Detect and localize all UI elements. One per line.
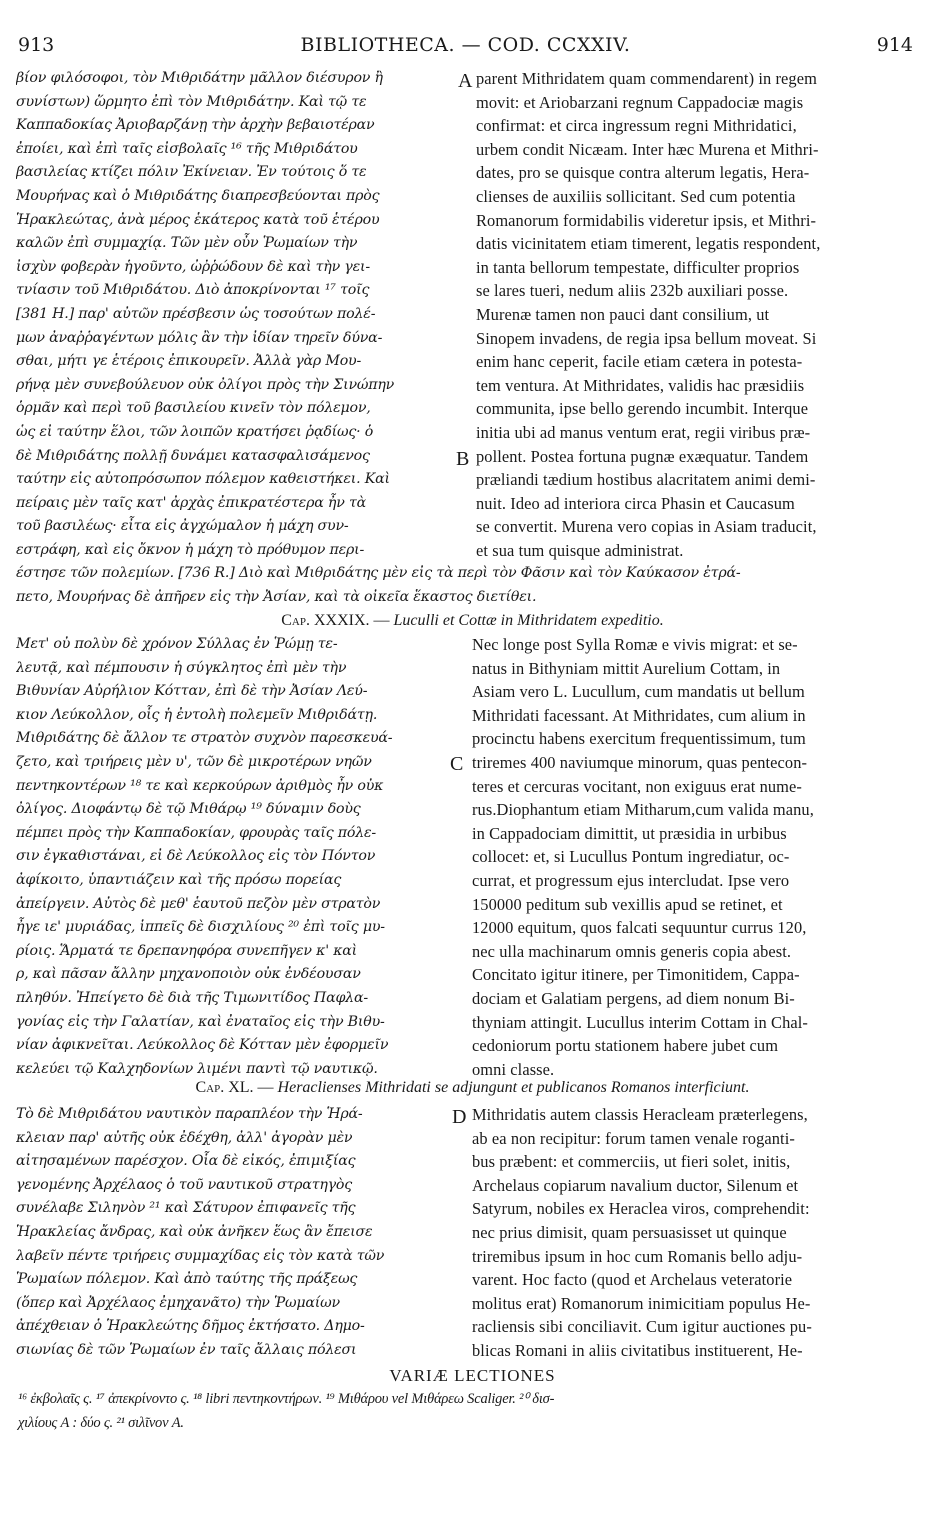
greek-text-line: βασιλείας κτίζει πόλιν Ἐκίνειαν. Ἐν τούτοις ὅ τε	[16, 164, 367, 181]
latin-text-line: Mithridati facessant. At Mithridates, cum alium in	[472, 705, 806, 725]
latin-text-line: communita, ipse bello gerendo incumbit. Interque	[476, 399, 809, 419]
chapter-39-title: Luculli et Cottæ in Mithridatem expeditio.	[393, 612, 664, 629]
margin-letter-c: C	[450, 753, 464, 775]
latin-text-line: dociam et Galatiam pergens, ad diem nonum Bi-	[472, 988, 795, 1008]
greek-text-line: σθαι, μήτι γε ἑτέροις ἐπικουρεῖν. Ἀλλὰ γὰρ Μου-	[16, 353, 362, 370]
latin-text-line: Sinopem invadens, de regia ipsa bellum moveat. Si	[476, 328, 817, 348]
margin-letter-d: D	[452, 1106, 467, 1128]
latin-column-section-1	[476, 67, 916, 562]
greek-text-line: αἰτησαμένων παρέσχον. Οἷα δὲ εἰκός, ἐπιμιξίας	[16, 1153, 356, 1170]
greek-text-line: ἐποίει, καὶ ἐπὶ ταῖς εἰσβολαῖς ¹⁶ τῆς Μιθριδάτου	[16, 140, 358, 157]
latin-text-line: blicas Romani in aliis civitatibus instituerent, He-	[472, 1340, 803, 1360]
latin-text-line: Nec longe post Sylla Romæ e vivis migrat: et se-	[472, 635, 798, 654]
greek-text-line: Ἡρακλεώτας, ἀνὰ μέρος ἑκάτερος κατὰ τοῦ ἑτέρου	[16, 211, 380, 228]
latin-text-line: Satyrum, nobiles ex Heraclea viros, comprehendit:	[472, 1199, 810, 1219]
latin-text-line: clienses de auxiliis sollicitant. Sed cum potentia	[476, 186, 796, 206]
latin-text-line: teres et cercuras vocitant, non exiguus erat nume-	[472, 776, 802, 796]
greek-column-section-3	[16, 1103, 446, 1363]
greek-text-line: ρ, καὶ πᾶσαν ἄλλην μηχανοποιὸν οὐκ ἐνδέουσαν	[16, 966, 361, 983]
latin-text-line: varent. Hoc facto (quod et Archelaus veteratorie	[472, 1270, 793, 1290]
greek-text-line: κελεύει τῷ Καλχηδονίων λιμένι παντὶ τῷ ναυτικῷ.	[16, 1060, 378, 1077]
chapter-40-title: Heraclienses Mithridati se adjungunt et publicanos Romanos interficiunt.	[277, 1079, 750, 1096]
latin-text-line: triremibus ipsum in hoc cum Romanis bello adju-	[472, 1246, 803, 1266]
greek-text-line: σιν ἐγκαθιστάναι, εἰ δὲ Λεύκολλος εἰς τὸν Πόντον	[16, 848, 376, 865]
latin-text-line: ab ea non recipitur: forum tamen venale roganti-	[472, 1128, 795, 1148]
greek-text-line: ρίοις. Ἅρματά τε δρεπανηφόρα συνεπῆγεν κ' καὶ	[16, 942, 358, 959]
latin-text-line: 12000 equitum, quos falcati sequuntur currus 120,	[472, 918, 807, 938]
greek-text-line: ὡς εἰ ταύτην ἕλοι, τῶν λοιπῶν κρατήσει ῥᾳδίως· ὁ	[16, 423, 374, 440]
greek-text-line: Μετ' οὐ πολὺν δὲ χρόνον Σύλλας ἐν Ῥώμῃ τε-	[16, 636, 338, 652]
latin-text-line: et sua tum quisque administrat.	[476, 540, 684, 560]
greek-text-line: Ἡρακλείας ἄνδρας, καὶ οὐκ ἀνῆκεν ἕως ἂν ἔπεισε	[16, 1223, 373, 1240]
latin-column-section-2	[472, 633, 916, 1081]
greek-text-line: λευτᾷ, καὶ πέμπουσιν ἡ σύγκλητος ἐπὶ μὲν τὴν	[16, 659, 347, 676]
greek-text-line: γονίας εἰς τὴν Γαλατίαν, καὶ ἐναταῖος εἰς τὴν Βιθυ-	[16, 1013, 385, 1030]
greek-text-line: πετο, Μουρήνας δὲ ἀπῆρεν εἰς τὴν Ἀσίαν, καὶ τὰ οἰκεῖα ἕκαστος διετίθει.	[16, 589, 537, 606]
latin-text-line: initia ubi ad manus ventum erat, regii viribus præ-	[476, 422, 811, 442]
greek-text-line: Βιθυνίαν Αὐρήλιον Κότταν, ἐπὶ δὲ τὴν Ἀσίαν Λεύ-	[16, 683, 368, 700]
greek-text-line: δὲ Μιθριδάτης πολλῇ δυνάμει κατασφαλισάμενος	[16, 447, 370, 464]
latin-text-line: Asiam vero L. Lucullum, cum mandatis ut bellum	[472, 682, 805, 702]
greek-text-line: γενομένης Ἀρχέλαος ὁ τοῦ ναυτικοῦ στρατηγὸς	[16, 1176, 353, 1193]
greek-text-line: καλῶν ἐπὶ συμμαχίᾳ. Τῶν μὲν οὖν Ῥωμαίων τὴν	[16, 235, 358, 252]
latin-text-line: confirmat: et circa ingressum regni Mithridatici,	[476, 116, 797, 136]
greek-text-line: ζετο, καὶ τριήρεις μὲν υ', τῶν δὲ μικροτέρων νηῶν	[16, 753, 372, 770]
greek-text-line: Μουρήνας καὶ ὁ Μιθριδάτης διαπρεσβεύονται πρὸς	[16, 187, 380, 204]
latin-text-line: rus.Diophantum etiam Mitharum,cum valida manu,	[472, 800, 814, 820]
greek-text-line: σιωνίας δὲ τῶν Ῥωμαίων ἐν ταῖς ἄλλαις πόλεσι	[16, 1341, 357, 1358]
latin-text-line: cedoniorum portu stationem habere jubet cum	[472, 1036, 779, 1056]
greek-text-line: Καππαδοκίας Ἀριοβαρζάνῃ τὴν ἀρχὴν βεβαιοτέραν	[16, 117, 375, 134]
chapter-39-label: Cap. XXXIX.	[281, 612, 370, 629]
latin-text-line: nuit. Ideo ad interiora circa Phasin et Caucasum	[476, 493, 795, 513]
latin-text-line: tem ventura. At Mithridates, validis hac præsidiis	[476, 375, 805, 395]
greek-text-line: ἦγε ιε' μυριάδας, ἱππεῖς δὲ δισχιλίους ²⁰ ἐπὶ τοῖς μυ-	[16, 919, 385, 936]
greek-text-line: ἀπέχθειαν ὁ Ἡρακλεώτης δῆμος ἐκτήσατο. Δημο-	[16, 1318, 365, 1335]
latin-text-line: enim hanc ceperit, facile etiam cætera in potesta-	[476, 352, 803, 372]
page-header	[18, 34, 913, 64]
greek-text-line: έστησε τῶν πολεμίων. [736 R.] Διὸ καὶ Μιθριδάτης μὲν εἰς τὰ περὶ τὸν Φᾶσιν καὶ τὸν Καύκασον ἐτρά-	[16, 565, 741, 582]
margin-letter-b: B	[456, 448, 470, 470]
latin-text-line: racliensis sibi conciliavit. Cum igitur auctiones pu-	[472, 1317, 812, 1337]
greek-text-line: κιον Λεύκολλον, οἷς ἡ ἐντολὴ πολεμεῖν Μιθριδάτῃ.	[16, 706, 378, 723]
greek-text-line: πέμπει πρὸς τὴν Καππαδοκίαν, φρουρὰς ταῖς πόλε-	[16, 824, 377, 841]
latin-text-line: urbem condit Nicæam. Inter hæc Murena et Mithri-	[476, 139, 819, 159]
margin-letter-a: A	[458, 70, 473, 92]
latin-column-section-3	[472, 1103, 916, 1363]
running-title: BIBLIOTHECA. — COD. CCXXIV.	[300, 34, 631, 56]
latin-text-line: Murenæ tamen non pauci dant consilium, ut	[476, 304, 770, 324]
latin-text-line: 150000 peditum sub vexillis apud se retinet, et	[472, 894, 783, 914]
latin-text-line: collocet: et, si Lucullus Pontum ingrediatur, oc-	[472, 847, 790, 867]
page-number-right: 914	[876, 34, 913, 56]
latin-text-line: dates, pro se quisque contra alterum legatis, Hera-	[476, 163, 810, 183]
greek-text-line: τοῦ βασιλέως· εἶτα εἰς ἀγχώμαλον ἡ μάχη συν-	[16, 518, 349, 535]
latin-text-line: Concitato igitur itinere, per Timonitidem, Cappa-	[472, 965, 800, 985]
greek-text-line: Μιθριδάτης δὲ ἄλλον τε στρατὸν συχνὸν παρεσκευά-	[16, 730, 393, 747]
latin-text-line: Mithridatis autem classis Heracleam præterlegens,	[472, 1105, 808, 1124]
latin-text-line: Archelaus copiarum navalium ductor, Silenum et	[472, 1175, 799, 1195]
latin-text-line: nec ulla machinarum omnis generis copia abest.	[472, 941, 792, 961]
chapter-40-label: Cap. XL.	[195, 1079, 254, 1096]
greek-text-line: νίαν ἀφικνεῖται. Λεύκολλος δὲ Κότταν μὲν ἐφορμεῖν	[16, 1037, 389, 1054]
greek-text-line: (ὅπερ καὶ Ἀρχέλαος ἐμηχανᾶτο) τὴν Ῥωμαίων	[16, 1294, 340, 1311]
greek-text-line: πεντηκοντέρων ¹⁸ τε καὶ κερκούρων ἀριθμὸς ἦν οὐκ	[16, 777, 384, 794]
greek-text-line: ἀπείργειν. Αὐτὸς δὲ μεθ' ἑαυτοῦ πεζὸν μὲν στρατὸν	[16, 895, 381, 912]
latin-text-line: triremes 400 naviumque minorum, quas pentecon-	[472, 752, 808, 772]
greek-column-section-2	[16, 633, 456, 1081]
greek-text-line: ἰσχὺν φοβερὰν ἡγοῦντο, ὠῤῥώδουν δὲ καὶ τὴν γει-	[16, 258, 370, 275]
latin-text-line: se convertit. Murena vero copias in Asiam traducit,	[476, 517, 817, 537]
greek-text-line: ρήνᾳ μὲν συνεβούλευον οὐκ ὀλίγοι πρὸς τὴν Σινώπην	[16, 376, 395, 393]
latin-text-line: natus in Bithyniam mittit Aurelium Cottam, in	[472, 658, 781, 678]
latin-text-line: parent Mithridatem quam commendarent) in regem	[476, 69, 817, 88]
latin-text-line: procinctu habens exercitum frequentissimum, tum	[472, 729, 806, 749]
greek-text-line: πείραις μὲν ταῖς κατ' ἀρχὰς ἐπικρατέστερα ἦν τὰ	[16, 494, 366, 511]
greek-text-line: Ῥωμαίων πόλεμον. Καὶ ἀπὸ ταύτης τῆς πράξεως	[16, 1271, 358, 1288]
chapter-39-heading: Cap. XXXIX. — Luculli et Cottæ in Mithridatem expeditio.	[281, 612, 664, 629]
greek-text-line: συνέλαβε Σιληνὸν ²¹ καὶ Σάτυρον ἐπιφανεῖς τῆς	[16, 1200, 356, 1217]
greek-text-line: βίον φιλόσοφοι, τὸν Μιθριδάτην μᾶλλον διέσυρον ἢ	[16, 70, 383, 86]
variae-lectiones-title: VARIÆ LECTIONES	[389, 1366, 556, 1385]
greek-text-line: ὁρμᾶν καὶ περὶ τοῦ βασιλείου κινεῖν τὸν πόλεμον,	[16, 400, 371, 417]
greek-text-line: συνίστων) ὥρμητο ἐπὶ τὸν Μιθριδάτην. Καὶ τῷ τε	[16, 93, 367, 110]
page-number-left: 913	[18, 34, 55, 56]
greek-text-line: κλειαν παρ' αὐτῆς οὐκ ἐδέχθη, ἀλλ' ἀγορὰν μὲν	[16, 1129, 353, 1146]
greek-text-line: [381 H.] παρ' αὐτῶν πρέσβεσιν ὡς τοσούτων πολέ-	[16, 305, 376, 322]
latin-text-line: se lares tueri, nedum aliis 232b auxiliari posse.	[476, 281, 789, 301]
latin-text-line: omni classe.	[472, 1059, 555, 1079]
greek-text-line: εστράφη, καὶ εἰς ὄκνον ἡ μάχη τὸ πρόθυμον περι-	[16, 541, 365, 558]
latin-text-line: currat, et progressum ejus intercludat. Ipse vero	[472, 870, 790, 890]
greek-text-line: ταύτην εἰς αὐτοπρόσωπον πόλεμον καθειστήκει. Καὶ	[16, 471, 390, 488]
latin-text-line: præliandi tædium hostibus alacritatem animi demi-	[476, 470, 816, 490]
greek-text-line: ὀλίγος. Διοφάντῳ δὲ τῷ Μιθάρῳ ¹⁹ δύναμιν δοὺς	[16, 801, 361, 818]
latin-text-line: nec prius dimisit, quam persuasisset ut quinque	[472, 1222, 787, 1242]
latin-text-line: movit: et Ariobarzani regnum Cappadociæ magis	[476, 92, 804, 112]
variae-lectiones-line-1: ¹⁶ ἐκβολαῖς ς. ¹⁷ ἀπεκρίνοντο ς. ¹⁸ libri πεντηκοντήρων. ¹⁹ Μιθάρου vel Μιθάρεω Scaliger. ²⁰ δισ-	[18, 1391, 555, 1407]
latin-text-line: molitus erat) Romanorum inimicitiam populus He-	[472, 1293, 811, 1313]
latin-text-line: datis vicinitatem etiam timerent, legatis respondent,	[476, 234, 821, 254]
greek-text-line: πληθύν. Ἠπείγετο δὲ διὰ τῆς Τιμωνιτίδος Παφλα-	[16, 989, 368, 1006]
latin-text-line: pollent. Postea fortuna pugnæ exæquatur. Tandem	[476, 446, 809, 466]
latin-text-line: in Cappadociam dimittit, ut præsidia in urbibus	[472, 823, 787, 843]
latin-text-line: bus præbent: et commerciis, ut fieri solet, initis,	[472, 1152, 791, 1172]
latin-text-line: Romanorum formidabilis videretur ipsis, et Mithri-	[476, 210, 817, 230]
variae-lectiones-line-2: χιλίους A : δύο ς. ²¹ σιλῖνον A.	[18, 1415, 184, 1431]
chapter-40-heading: Cap. XL. — Heraclienses Mithridati se adjungunt et publicanos Romanos interficiunt.	[195, 1079, 750, 1096]
greek-text-line: λαβεῖν πέντε τριήρεις συμμαχίδας εἰς τὸν κατὰ τῶν	[16, 1247, 385, 1264]
greek-text-line: τνίασιν τοῦ Μιθριδάτου. Διὸ ἀποκρίνονται ¹⁷ τοῖς	[16, 282, 370, 299]
latin-text-line: in tanta bellorum tempestate, difficulter proprios	[476, 257, 800, 277]
greek-text-line: ἀφίκοιτο, ὑπαντιάζειν καὶ τῆς πρόσω πορείας	[16, 871, 342, 888]
greek-text-line: Τὸ δὲ Μιθριδάτου ναυτικὸν παραπλέον τὴν Ἡρά-	[16, 1106, 363, 1122]
greek-text-line: μων ἀναῤῥαγέντων μόλις ἂν τὴν ἰδίαν τηρεῖν δύνα-	[16, 329, 383, 346]
latin-text-line: thyniam attingit. Lucullus interim Cottam in Chal-	[472, 1012, 808, 1032]
